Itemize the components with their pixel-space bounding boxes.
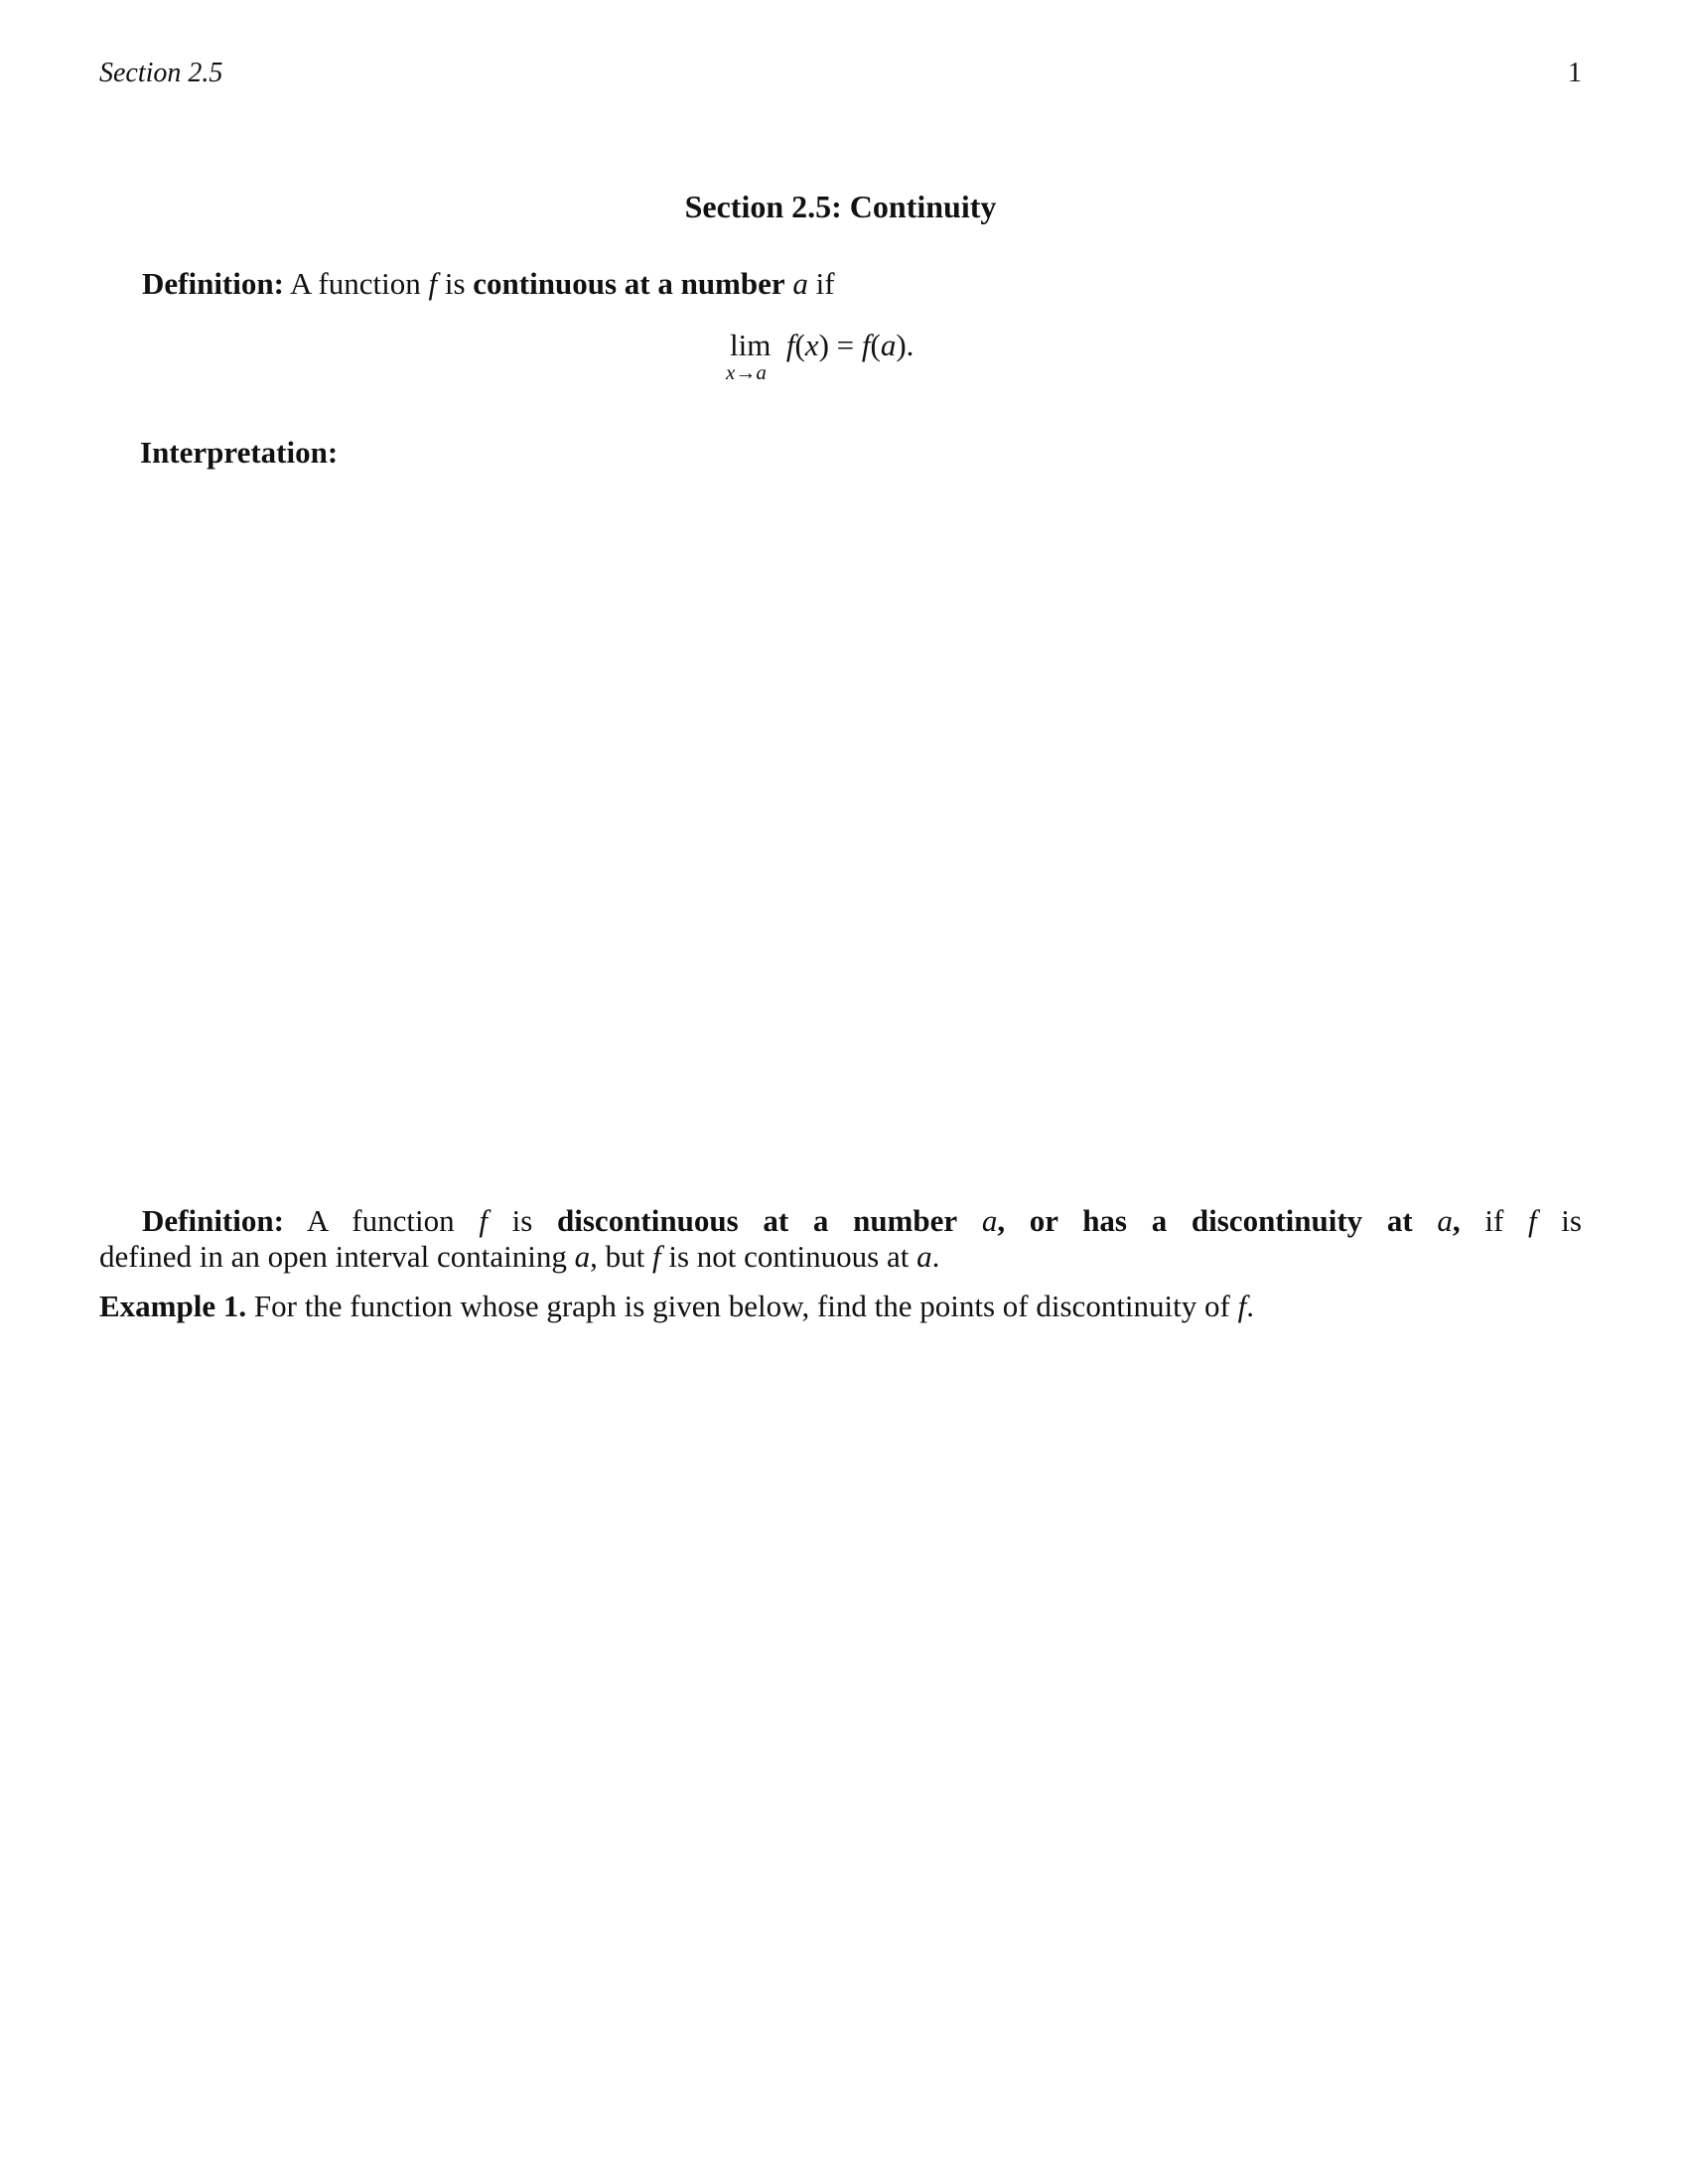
limit-formula [726, 328, 914, 384]
math-x: x [804, 328, 819, 362]
equals-sign: = [828, 328, 862, 362]
paren: ( [794, 328, 805, 362]
text: is [437, 266, 474, 301]
text [957, 1203, 982, 1238]
definition-label: Definition: [142, 1203, 284, 1238]
interpretation-label: Interpretation: [140, 435, 339, 470]
math-f: f [479, 1203, 488, 1238]
interpretation-answer-space [99, 477, 1582, 1171]
paren: ) [818, 328, 829, 362]
math-f: f [428, 266, 438, 301]
math-a: a [1437, 1203, 1453, 1238]
limit-operator [726, 328, 772, 384]
text: is [487, 1203, 558, 1238]
math-f: f [861, 328, 871, 362]
math-f: f [785, 328, 795, 362]
defined-term: discontinuous at a number [557, 1203, 958, 1238]
math-f: f [1237, 1289, 1247, 1323]
text [1413, 1203, 1438, 1238]
arrow-icon: → [735, 360, 757, 384]
page-number: 1 [1568, 58, 1582, 88]
math-f: f [652, 1239, 661, 1274]
definition-line-2 [99, 1239, 1582, 1275]
definition-discontinuous [99, 1203, 1582, 1275]
text: defined in an open interval containing [99, 1239, 575, 1274]
text: For the function whose graph is given below, find the points of discontinuity of [246, 1289, 1238, 1323]
math-a: a [792, 266, 808, 301]
section-title: Section 2.5: Continuity [684, 189, 997, 224]
text: A function [283, 266, 429, 301]
limit-subscript [726, 361, 767, 383]
text: if [807, 266, 835, 301]
text: , but [590, 1239, 652, 1274]
text: . [931, 1239, 940, 1274]
math-a: a [981, 1203, 998, 1238]
defined-term: continuous at a number [473, 266, 785, 301]
paren: ( [870, 328, 881, 362]
sub-a: a [756, 360, 767, 384]
math-f: f [1527, 1203, 1537, 1238]
text: is [1536, 1203, 1582, 1238]
comma: , [1452, 1203, 1461, 1238]
text: . [1246, 1289, 1254, 1323]
example-label: Example 1. [99, 1289, 247, 1323]
defined-term: , or has a discontinuity at [997, 1203, 1413, 1238]
sub-x: x [726, 360, 736, 384]
math-a: a [574, 1239, 591, 1274]
example-answer-space [99, 1340, 1582, 2134]
lim-text: lim [730, 328, 772, 362]
paren-period: ). [896, 328, 914, 362]
text: A function [283, 1203, 480, 1238]
text: is not continuous at [660, 1239, 917, 1274]
text: if [1460, 1203, 1528, 1238]
running-head: Section 2.5 [99, 58, 223, 88]
example-1 [99, 1289, 1254, 1324]
math-a: a [880, 328, 897, 362]
definition-line-1 [99, 1203, 1582, 1239]
definition-continuous [142, 266, 835, 302]
math-a: a [916, 1239, 932, 1274]
definition-label: Definition: [142, 266, 284, 301]
